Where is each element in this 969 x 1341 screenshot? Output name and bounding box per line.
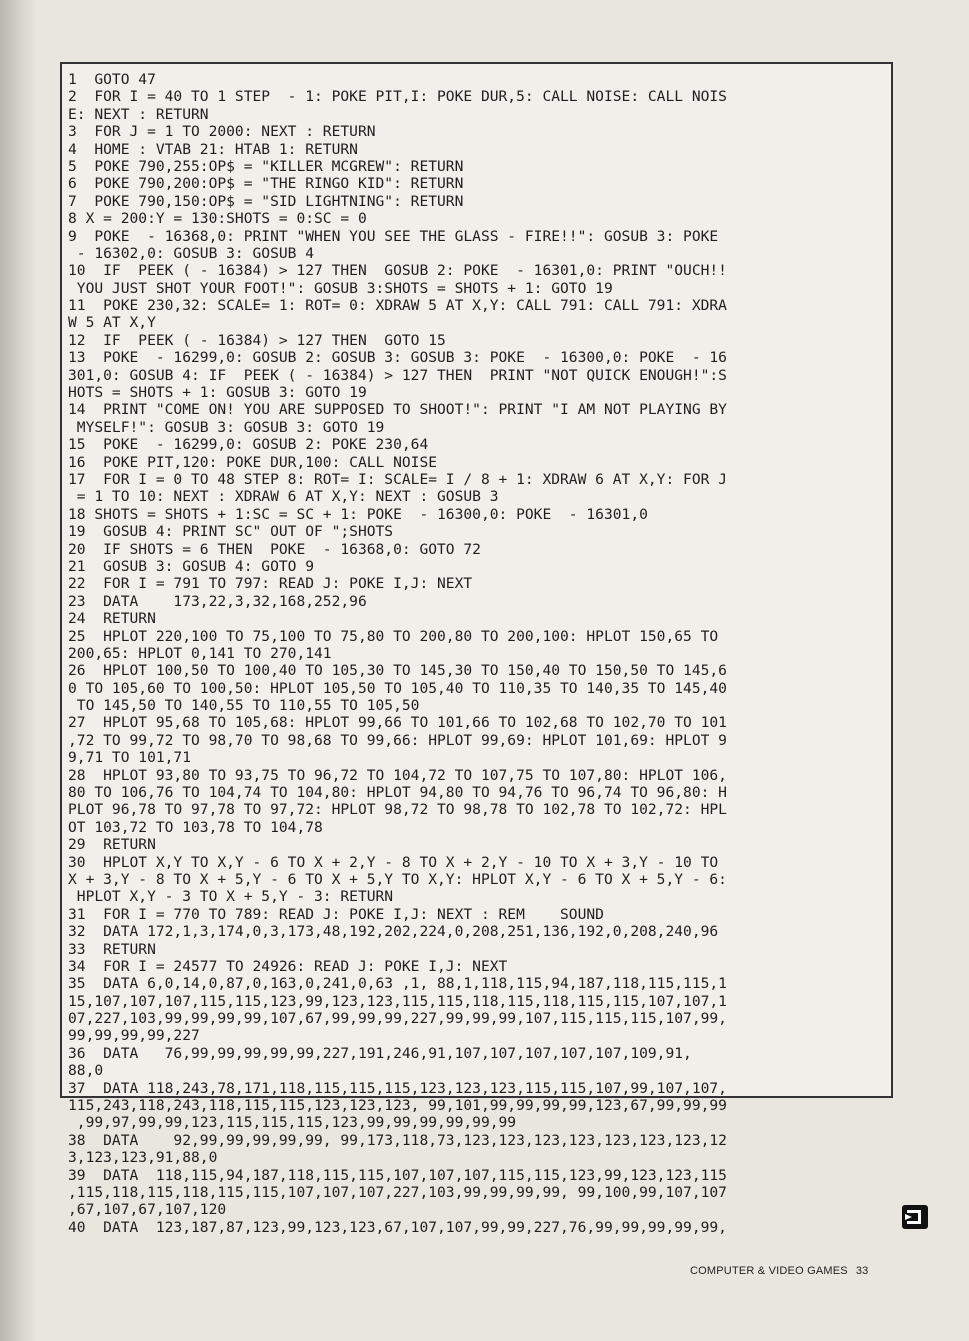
code-line: - 16302,0: GOSUB 3: GOSUB 4 [68,244,315,262]
code-line: 9,71 TO 101,71 [68,749,192,767]
code-line: 37 DATA 118,243,78,171,118,115,115,115,123,123,123,115,115,107,99,107,107, [68,1079,727,1097]
code-line: 15,107,107,107,115,115,123,99,123,123,115,115,118,115,118,115,115,107,107,1 [68,992,727,1010]
code-line: 33 RETURN [68,940,156,958]
code-line: 36 DATA 76,99,99,99,99,99,227,191,246,91,107,107,107,107,107,109,91, [68,1044,692,1062]
code-line: 200,65: HPLOT 0,141 TO 270,141 [68,644,332,662]
code-line: 6 POKE 790,200:OP$ = "THE RINGO KID": RETURN [68,175,464,193]
continue-arrow-icon [902,1205,928,1229]
code-line: 40 DATA 123,187,87,123,99,123,123,67,107,107,99,99,227,76,99,99,99,99,99, [68,1218,727,1236]
code-line: 9 POKE - 16368,0: PRINT "WHEN YOU SEE THE GLASS - FIRE!!": GOSUB 3: POKE [68,227,719,245]
code-line: 21 GOSUB 3: GOSUB 4: GOTO 9 [68,557,315,575]
code-line: 12 IF PEEK ( - 16384) > 127 THEN GOTO 15 [68,331,446,349]
code-line: 11 POKE 230,32: SCALE= 1: ROT= 0: XDRAW 5 AT X,Y: CALL 791: CALL 791: XDRA [68,297,727,315]
code-line: ,67,107,67,107,120 [68,1201,227,1219]
code-line: 22 FOR I = 791 TO 797: READ J: POKE I,J: NEXT [68,575,473,593]
code-line: 30 HPLOT X,Y TO X,Y - 6 TO X + 2,Y - 8 TO X + 2,Y - 10 TO X + 3,Y - 10 TO [68,853,719,871]
code-line: 27 HPLOT 95,68 TO 105,68: HPLOT 99,66 TO 101,66 TO 102,68 TO 102,70 TO 101 [68,714,727,732]
code-line: 39 DATA 118,115,94,187,118,115,115,107,107,107,115,115,123,99,123,123,115 [68,1166,727,1184]
code-line: MYSELF!": GOSUB 3: GOSUB 3: GOTO 19 [68,418,385,436]
code-line: 5 POKE 790,255:OP$ = "KILLER MCGREW": RETURN [68,157,464,175]
page-footer [690,1265,868,1277]
page-number: 33 [855,1265,869,1277]
code-line: OT 103,72 TO 103,78 TO 104,78 [68,818,323,836]
code-line: 80 TO 106,76 TO 104,74 TO 104,80: HPLOT 94,80 TO 94,76 TO 96,74 TO 96,80: H [68,784,727,802]
page-binding-shadow [0,0,38,1341]
code-line: HPLOT X,Y - 3 TO X + 5,Y - 3: RETURN [68,888,394,906]
code-line: YOU JUST SHOT YOUR FOOT!": GOSUB 3:SHOTS = SHOTS + 1: GOTO 19 [68,279,613,297]
code-line: 13 POKE - 16299,0: GOSUB 2: GOSUB 3: GOSUB 3: POKE - 16300,0: POKE - 16 [68,349,727,367]
code-line: 26 HPLOT 100,50 TO 100,40 TO 105,30 TO 145,30 TO 150,40 TO 150,50 TO 145,6 [68,662,727,680]
code-line: 32 DATA 172,1,3,174,0,3,173,48,192,202,224,0,208,251,136,192,0,208,240,96 [68,923,719,941]
code-line: TO 145,50 TO 140,55 TO 110,55 TO 105,50 [68,697,420,715]
code-line: 88,0 [68,1062,104,1080]
code-line: PLOT 96,78 TO 97,78 TO 97,72: HPLOT 98,72 TO 98,78 TO 102,78 TO 102,72: HPL [68,801,727,819]
code-line: 99,99,99,99,227 [68,1027,200,1045]
code-line: 14 PRINT "COME ON! YOU ARE SUPPOSED TO SHOOT!": PRINT "I AM NOT PLAYING BY [68,401,727,419]
code-line: 07,227,103,99,99,99,99,107,67,99,99,99,227,99,99,99,107,115,115,115,107,99, [68,1010,727,1028]
code-line: 19 GOSUB 4: PRINT SC" OUT OF ";SHOTS [68,523,394,541]
code-line: 0 TO 105,60 TO 100,50: HPLOT 105,50 TO 105,40 TO 110,35 TO 140,35 TO 145,40 [68,679,727,697]
code-line: 34 FOR I = 24577 TO 24926: READ J: POKE I,J: NEXT [68,957,508,975]
code-line: 301,0: GOSUB 4: IF PEEK ( - 16384) > 127 THEN PRINT "NOT QUICK ENOUGH!":S [68,366,727,384]
publication-title: COMPUTER & VIDEO GAMES [690,1265,848,1277]
code-line: 3 FOR J = 1 TO 2000: NEXT : RETURN [68,123,376,141]
code-line: 115,243,118,243,118,115,115,123,123,123, 99,101,99,99,99,99,123,67,99,99,99 [68,1097,727,1115]
code-line: 8 X = 200:Y = 130:SHOTS = 0:SC = 0 [68,210,367,228]
code-line: 3,123,123,91,88,0 [68,1149,218,1167]
code-line: 2 FOR I = 40 TO 1 STEP - 1: POKE PIT,I: POKE DUR,5: CALL NOISE: CALL NOIS [68,88,727,106]
code-line: 10 IF PEEK ( - 16384) > 127 THEN GOSUB 2: POKE - 16301,0: PRINT "OUCH!! [68,262,727,280]
code-line: 25 HPLOT 220,100 TO 75,100 TO 75,80 TO 200,80 TO 200,100: HPLOT 150,65 TO [68,627,719,645]
code-line: 20 IF SHOTS = 6 THEN POKE - 16368,0: GOTO 72 [68,540,481,558]
code-line: 4 HOME : VTAB 21: HTAB 1: RETURN [68,140,358,158]
code-line: 28 HPLOT 93,80 TO 93,75 TO 96,72 TO 104,72 TO 107,75 TO 107,80: HPLOT 106, [68,766,727,784]
program-listing [60,62,893,1236]
code-line: 24 RETURN [68,610,156,628]
code-line: HOTS = SHOTS + 1: GOSUB 3: GOTO 19 [68,384,367,402]
code-line: 16 POKE PIT,120: POKE DUR,100: CALL NOISE [68,453,438,471]
code-line: 38 DATA 92,99,99,99,99,99, 99,173,118,73,123,123,123,123,123,123,123,12 [68,1131,727,1149]
code-line: ,99,97,99,99,123,115,115,115,123,99,99,99,99,99,99 [68,1114,517,1132]
code-line: 23 DATA 173,22,3,32,168,252,96 [68,592,367,610]
code-line: 1 GOTO 47 [68,71,156,88]
code-line: W 5 AT X,Y [68,314,156,332]
code-line: ,72 TO 99,72 TO 98,70 TO 98,68 TO 99,66: HPLOT 99,69: HPLOT 101,69: HPLOT 9 [68,731,727,749]
code-line: ,115,118,115,118,115,115,107,107,107,227,103,99,99,99,99, 99,100,99,107,107 [68,1184,727,1201]
code-line: X + 3,Y - 8 TO X + 5,Y - 6 TO X + 5,Y TO X,Y: HPLOT X,Y - 6 TO X + 5,Y - 6: [68,870,727,888]
code-line: 18 SHOTS = SHOTS + 1:SC = SC + 1: POKE - 16300,0: POKE - 16301,0 [68,505,648,523]
code-line: E: NEXT : RETURN [68,105,209,123]
code-line: 7 POKE 790,150:OP$ = "SID LIGHTNING": RETURN [68,192,464,210]
code-line: 17 FOR I = 0 TO 48 STEP 8: ROT= I: SCALE= I / 8 + 1: XDRAW 6 AT X,Y: FOR J [68,470,727,488]
code-line: 35 DATA 6,0,14,0,87,0,163,0,241,0,63 ,1, 88,1,118,115,94,187,118,115,115,1 [68,975,727,993]
code-line: 15 POKE - 16299,0: GOSUB 2: POKE 230,64 [68,436,429,454]
code-line: 29 RETURN [68,836,156,854]
code-line: = 1 TO 10: NEXT : XDRAW 6 AT X,Y: NEXT : GOSUB 3 [68,488,499,506]
code-line: 31 FOR I = 770 TO 789: READ J: POKE I,J: NEXT : REM SOUND [68,905,604,923]
